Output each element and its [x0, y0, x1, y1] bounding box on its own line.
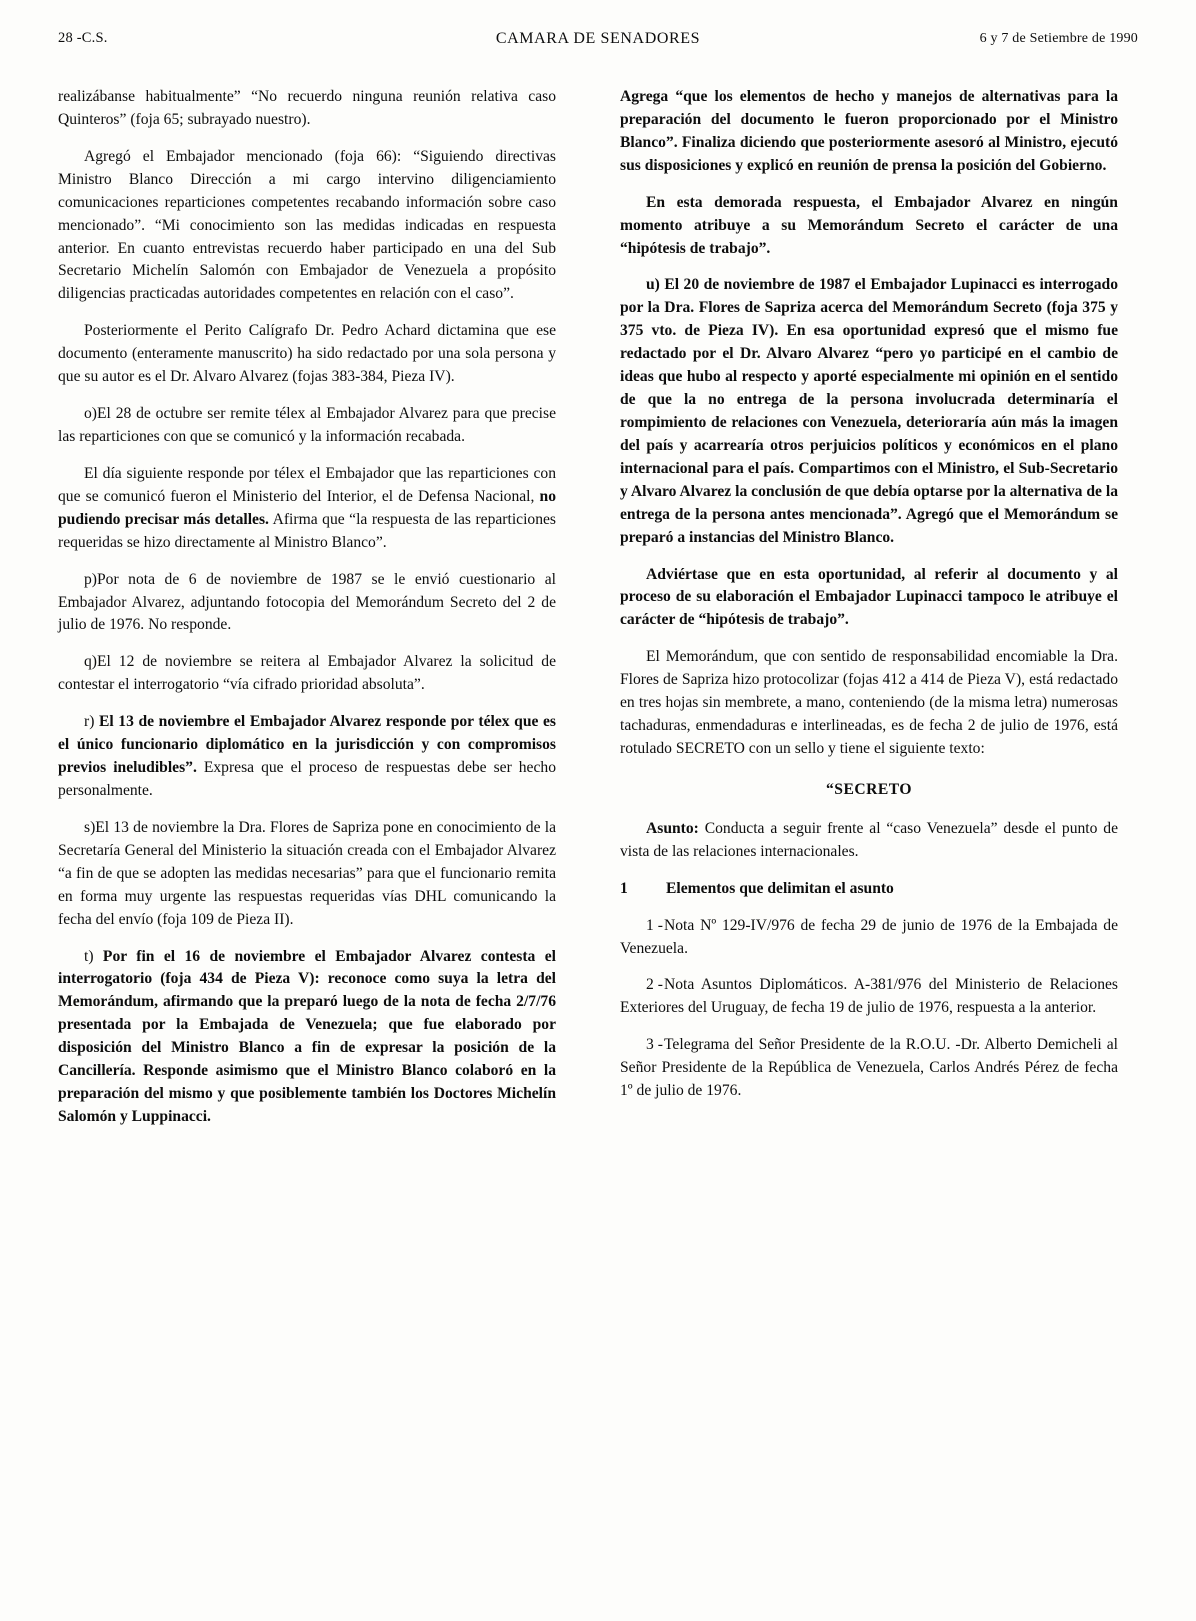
section-heading-1 [620, 878, 1118, 901]
left-column [58, 86, 556, 1143]
list-item-number: 3 - [646, 1036, 663, 1054]
right-column [620, 86, 1118, 1117]
list-item [620, 1034, 1118, 1103]
paragraph: q)El 12 de noviembre se reitera al Embajador Alvarez la solicitud de contestar el interrogatorio “vía cifrado prioridad absoluta”. [58, 653, 556, 694]
paragraph: Posteriormente el Perito Calígrafo Dr. Pedro Achard dictamina que ese documento (enteramente manuscrito) ha sido redactado por una sola persona y que su autor es el Dr. Alvaro Alvarez (fojas 383-384, Pieza IV). [58, 322, 556, 386]
list-item-text: Nota Nº 129-IV/976 de fecha 29 de junio de 1976 de la Embajada de Venezuela. [620, 916, 1118, 957]
section-number: 1 [620, 879, 628, 897]
page-header [58, 30, 1138, 52]
paragraph: Adviértase que en esta oportunidad, al referir al documento y al proceso de su elaboración el Embajador Lupinacci tampoco le atribuye el carácter de “hipótesis de trabajo”. [620, 565, 1118, 629]
list-item-text: Nota Asuntos Diplomáticos. A-381/976 del Ministerio de Relaciones Exteriores del Uruguay, de fecha 19 de julio de 1976, respuesta a la anterior. [620, 976, 1118, 1017]
list-item-text: Telegrama del Señor Presidente de la R.O.U. -Dr. Alberto Demicheli al Señor Presidente de la República de Venezuela, Carlos Andrés Pérez de fecha 1º de julio de 1976. [620, 1036, 1118, 1100]
section-title: Elementos que delimitan el asunto [666, 879, 894, 897]
secreto-heading: “SECRETO [825, 780, 913, 798]
list-item [620, 974, 1118, 1020]
paragraph: Agregó el Embajador mencionado (foja 66): “Siguiendo directivas Ministro Blanco Dirección a mi cargo intervino diligenciamiento comunicaciones reparticiones competentes recabando información sobre caso mencionado”. “Mi conocimiento son las medidas indicadas en respuesta anterior. En cuanto entrevistas recuerdo haber participado en una del Sub Secretario Michelín Salomón con Embajador de Venezuela a propósito diligencias practicadas autoridades competentes en relación con el caso”. [58, 147, 556, 303]
paragraph: El día siguiente responde por télex el Embajador que las reparticiones con que se comunicó fueron el Ministerio del Interior, el de Defensa Nacional, no pudiendo precisar más detalles. Afirma que “la respuesta de las reparticiones requeridas se hizo directamente al Ministro Blanco”. [58, 464, 556, 551]
header-date: 6 y 7 de Setiembre de 1990 [979, 31, 1138, 46]
paragraph: u) El 20 de noviembre de 1987 el Embajador Lupinacci es interrogado por la Dra. Flores de Sapriza acerca del Memorándum Secreto (foja 375 y 375 vto. de Pieza IV). En esa oportunidad expresó que el mismo fue redactado por el Dr. Alvaro Alvarez “pero yo participé en el cambio de ideas que hubo al respecto y aporté especialmente mi opinión en el sentido de que la no entrega de la persona involucrada determinaría el rompimiento de relaciones con Venezuela, deterioraría aún más la imagen del país y acarrearía otros perjuicios políticos y económicos en el plano internacional para el país. Compartimos con el Ministro, el Sub-Secretario y Alvaro Alvarez la conclusión de que debía optarse por la alternativa de la entrega de la persona antes mencionada”. Agregó que el Memorándum se preparó a instancias del Ministro Blanco. [620, 276, 1118, 546]
list-item-number: 2 - [646, 976, 663, 994]
list-item-number: 1 - [646, 916, 663, 934]
asunto-paragraph: Asunto: Conducta a seguir frente al “caso Venezuela” desde el punto de vista de las relaciones internacionales. [620, 819, 1118, 860]
paragraph: o)El 28 de octubre ser remite télex al Embajador Alvarez para que precise las reparticiones con que se comunicó y la información recabada. [58, 405, 556, 445]
paragraph: r) El 13 de noviembre el Embajador Alvarez responde por télex que es el único funcionario diplomático en la jurisdicción y con compromisos previos ineludibles”. Expresa que el proceso de respuestas debe ser hecho personalmente. [58, 713, 556, 799]
header-title: CAMARA DE SENADORES [495, 30, 701, 47]
paragraph: p)Por nota de 6 de noviembre de 1987 se le envió cuestionario al Embajador Alvarez, adjuntando fotocopia del Memorándum Secreto del 2 de julio de 1976. No responde. [58, 570, 556, 634]
paragraph: Agrega “que los elementos de hecho y manejos de alternativas para la preparación del documento le fueron proporcionado por el Ministro Blanco”. Finaliza diciendo que posteriormente asesoró al Ministro, ejecutó sus disposiciones y explicó en reunión de prensa la posición del Gobierno. [620, 88, 1118, 174]
header-left-folio: 28 -C.S. [58, 30, 108, 46]
paragraph: t) Por fin el 16 de noviembre el Embajador Alvarez contesta el interrogatorio (foja 434 de Pieza V): reconoce como suya la letra del Memorándum, afirmando que la preparó luego de la nota de fecha 2/7/76 presentada por la Embajada de Venezuela; que fue elaborado por disposición del Ministro Blanco a fin de expresar la posición de la Cancillería. Responde asimismo que el Ministro Blanco colaboró en la preparación del mismo y que posiblemente también los Doctores Michelín Salomón y Luppinacci. [58, 947, 556, 1125]
list-item [620, 915, 1118, 961]
paragraph: s)El 13 de noviembre la Dra. Flores de Sapriza pone en conocimiento de la Secretaría General del Ministerio la situación creada con el Embajador Alvarez “a fin de que se adopten las medidas necesarias” para que el funcionario remita en forma muy urgente las respuestas requeridas vías DHL comunicando la fecha del envío (foja 109 de Pieza II). [58, 818, 556, 928]
paragraph: El Memorándum, que con sentido de responsabilidad encomiable la Dra. Flores de Sapriza hizo protocolizar (fojas 412 a 414 de Pieza V), está redactado en tres hojas sin membrete, a mano, conteniendo (de la misma letra) numerosas tachaduras, enmendaduras e interlineadas, es de fecha 2 de julio de 1976, está rotulado SECRETO con un sello y tiene el siguiente texto: [620, 648, 1118, 757]
paragraph: realizábanse habitualmente” “No recuerdo ninguna reunión relativa caso Quinteros” (foja 65; subrayado nuestro). [58, 88, 556, 128]
paragraph: En esta demorada respuesta, el Embajador Alvarez en ningún momento atribuye a su Memorándum Secreto el carácter de una “hipótesis de trabajo”. [620, 193, 1118, 257]
